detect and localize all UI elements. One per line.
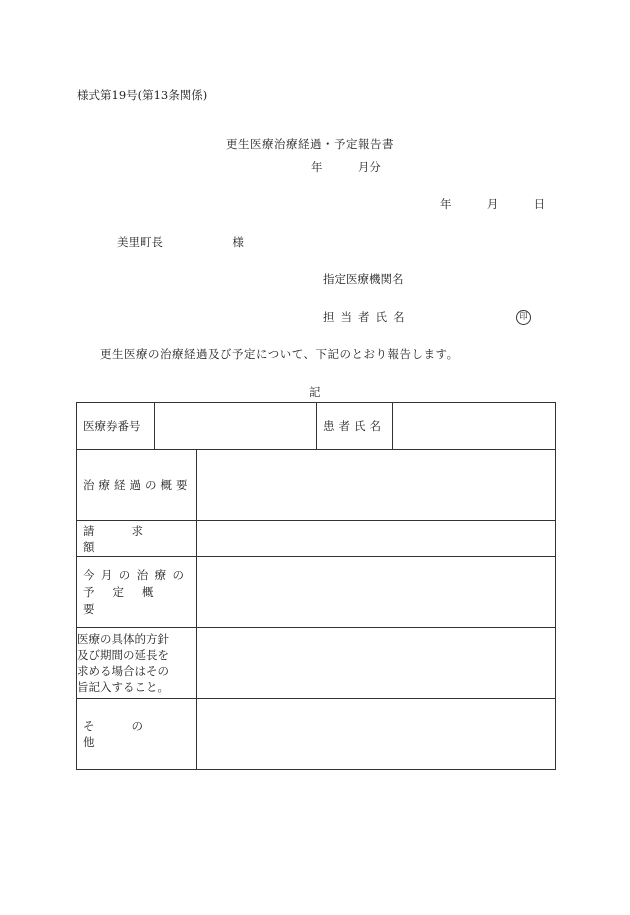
document-title: 更生医療治療経過・予定報告書: [226, 137, 394, 151]
body-text: 更生医療の治療経過及び予定について、下記のとおり報告します。: [100, 347, 459, 361]
period-month-label: 月分: [357, 160, 381, 174]
billing-amount-label: [77, 521, 197, 557]
other-field[interactable]: [197, 699, 556, 770]
table-row: [77, 557, 556, 628]
table-row: [77, 403, 556, 450]
billing-amount-field[interactable]: [197, 521, 556, 557]
date-day-label: 日: [533, 197, 546, 211]
date-year-label: 年: [440, 197, 452, 211]
plan-summary-label: [77, 557, 197, 628]
extension-note-line: 旨記入すること。: [77, 680, 169, 694]
extension-note-line: 及び期間の延長を: [77, 648, 169, 662]
treatment-summary-field[interactable]: [197, 450, 556, 521]
billing-amount-label-text: 請求額: [83, 523, 180, 554]
addressee-honorific: 様: [232, 235, 244, 249]
other-label: [77, 699, 197, 770]
extension-note-line: 求める場合はその: [77, 664, 169, 678]
date-month-label: 月: [486, 197, 499, 211]
treatment-summary-label-text: 治療経過の概要: [83, 478, 192, 492]
table-row: [77, 450, 556, 521]
seal-icon: 印: [516, 310, 531, 325]
extension-note-label: [77, 628, 197, 699]
date-line: [440, 196, 545, 212]
form-number: 様式第19号(第13条関係): [77, 88, 208, 102]
extension-note-line: 医療の具体的方針: [77, 632, 169, 646]
table-row: [77, 699, 556, 770]
ticket-no-field[interactable]: [155, 403, 317, 450]
table-row: [77, 628, 556, 699]
institution-label: 指定医療機関名: [323, 272, 404, 286]
note-heading: 記: [309, 385, 321, 399]
plan-summary-field[interactable]: [197, 557, 556, 628]
addressee-name: 美里町長: [117, 235, 163, 249]
person-label: 担当者氏名: [323, 310, 411, 324]
patient-name-label: [317, 403, 393, 450]
seal-mark: [516, 308, 531, 325]
patient-name-field[interactable]: [393, 403, 556, 450]
period-year-label: 年: [311, 160, 323, 174]
table-row: [77, 521, 556, 557]
plan-summary-label-line2: 予定概要: [83, 584, 172, 616]
patient-name-label-text: 患者氏名: [323, 419, 385, 433]
plan-summary-label-line1: 今月の治療の: [83, 567, 191, 582]
ticket-no-label: 医療券番号: [77, 403, 155, 450]
treatment-summary-label: [77, 450, 197, 521]
extension-note-field[interactable]: [197, 628, 556, 699]
other-label-text: その他: [83, 719, 180, 749]
period-line: [311, 159, 381, 175]
report-table: [76, 402, 556, 770]
addressee: [117, 234, 244, 250]
